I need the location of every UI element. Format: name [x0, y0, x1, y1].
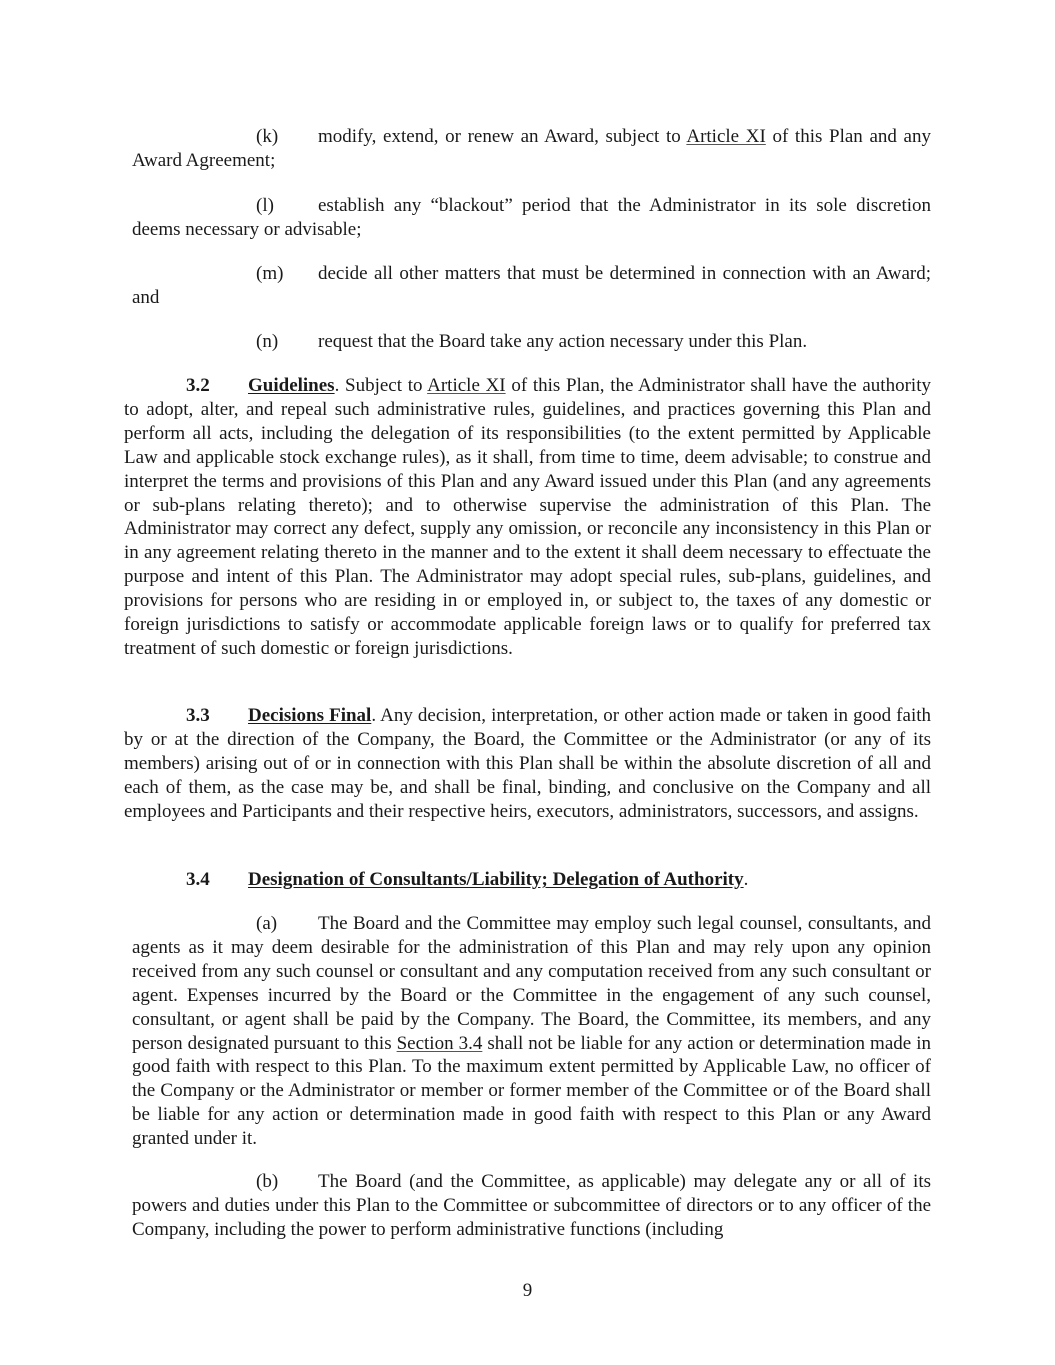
section-3-3 [124, 704, 931, 824]
section-number: 3.4 [186, 869, 210, 890]
item-text: of this Plan and any Award Agreement; [132, 126, 931, 171]
section-title: Guidelines [248, 375, 335, 396]
section-3-2 [124, 374, 931, 661]
list-item-n [132, 330, 931, 354]
item-label: (m) [256, 263, 284, 284]
item-label: (l) [256, 195, 274, 216]
item-label: (k) [256, 126, 279, 147]
item-label: (a) [256, 913, 278, 934]
section-title: Designation of Consultants/Liability; Delegation of Authority [248, 869, 744, 890]
item-text: shall not be liable for any action or determination made in good faith with respect to this Plan. To the maximum extent permitted by Applicable Law, no officer of the Company or the Administrator or member or former member of the Committee or of the Board shall be liable for any action or determination made in good faith with respect to this Plan or any Award granted under it. [132, 1032, 931, 1150]
item-label: (n) [256, 331, 279, 352]
section-number: 3.2 [186, 375, 210, 396]
section-3-4-heading [124, 868, 931, 892]
section-3-4-link[interactable]: Section 3.4 [396, 1032, 483, 1054]
article-xi-link[interactable]: Article XI [427, 375, 506, 396]
punctuation: . [371, 705, 377, 726]
item-text: request that the Board take any action necessary under this Plan. [318, 331, 808, 352]
item-text: establish any “blackout” period that the Administrator in its sole discretion deems necessary or advisable; [132, 195, 931, 240]
list-item-k [132, 125, 931, 173]
page-number: 9 [522, 1280, 533, 1301]
section-text: Subject to [339, 375, 428, 396]
item-text: The Board (and the Committee, as applicable) may delegate any or all of its powers and duties under this Plan to the Committee or subcommittee of directors or to any officer of the Company, including the power to perform administrative functions (including [132, 1171, 931, 1240]
list-item-l [132, 194, 931, 242]
section-3-4-b [132, 1170, 931, 1242]
article-xi-link[interactable]: Article XI [686, 126, 766, 147]
item-text: modify, extend, or renew an Award, subject to [318, 126, 687, 147]
punctuation: . [743, 869, 749, 890]
list-item-m [132, 262, 931, 310]
section-text: of this Plan, the Administrator shall have the authority to adopt, alter, and repeal such administrative rules, guidelines, and practices governing this Plan and perform all acts, including the delegation of its responsibilities (to the extent permitted by Applicable Law and applicable stock exchange rules), as it shall, from time to time, deem advisable; to construe and interpret the terms and provisions of this Plan and any Award issued under this Plan (and any agreements or sub-plans relating thereto); and to otherwise supervise the administration of this Plan. The Administrator may correct any defect, supply any omission, or reconcile any inconsistency in this Plan or in any agreement relating thereto in the manner and to the extent it shall deem necessary to effectuate the purpose and intent of this Plan. The Administrator may adopt special rules, sub-plans, guidelines, and provisions for persons who are residing in or employed in, or subject to, the taxes of any domestic or foreign jurisdictions to satisfy or accommodate applicable foreign laws or to qualify for preferred tax treatment of such domestic or foreign jurisdictions. [124, 375, 931, 659]
punctuation: . [334, 375, 340, 396]
section-text: Any decision, interpretation, or other action made or taken in good faith by or at the direction of the Company, the Board, the Committee or the Administrator (or any of its members) arising out of or in connection with this Plan shall be within the absolute discretion of all and each of them, as the case may be, and shall be final, binding, and conclusive on the Company and all employees and Participants and their respective heirs, executors, administrators, successors, and assigns. [124, 705, 932, 822]
item-text: decide all other matters that must be determined in connection with an Award; and [132, 263, 931, 308]
section-3-4-a [132, 912, 931, 1151]
section-title: Decisions Final [248, 705, 372, 726]
item-text: The Board and the Committee may employ such legal counsel, consultants, and agents as it may deem desirable for the administration of this Plan and may rely upon any opinion received from any such counsel or consultant and any computation received from any such consultant or agent. Expenses incurred by the Board or the Committee in the engagement of any such counsel, consultant, or agent shall be paid by the Company. The Board, the Committee, its members, and any person designated pursuant to this [132, 913, 931, 1054]
section-number: 3.3 [186, 705, 210, 726]
item-label: (b) [256, 1171, 279, 1192]
